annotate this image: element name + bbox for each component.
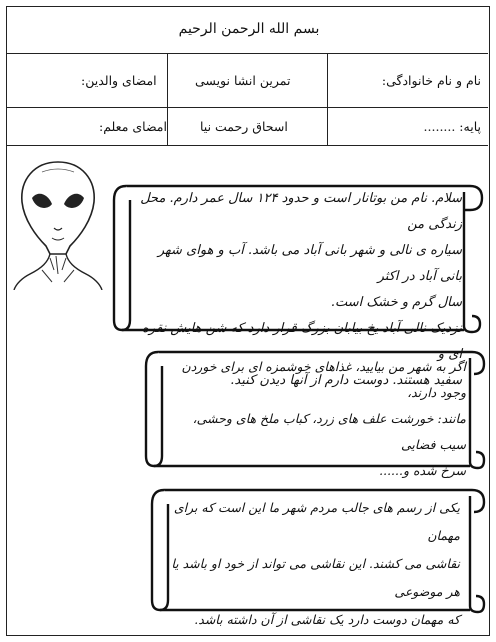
scroll-line: که مهمان دوست دارد یک نقاشی از آن داشته باشد. <box>194 612 460 627</box>
scroll-line: یکی از رسم های جالب مردم شهر ما این است که برای مهمان <box>173 500 460 543</box>
scroll-line: مانند: خورشت علف های زرد، کباب ملخ های وحشی، سیب فضایی <box>192 411 466 452</box>
bismillah: بسم الله الرحمن الرحیم <box>178 21 320 37</box>
scroll-2-text <box>166 354 466 484</box>
header-divider-3 <box>7 145 488 146</box>
scroll-2 <box>140 346 486 478</box>
scroll-line: نقاشی می کشند. این نقاشی می تواند از خود او باشد یا هر موضوعی <box>171 556 460 599</box>
scroll-line: سلام. نام من بوتانار است و حدود ۱۲۴ سال عمر دارم. محل زندگی من <box>140 191 462 232</box>
name-label: نام و نام خانوادگی: <box>381 73 481 88</box>
scroll-line: نزدیک نالی آباد یخ بیابان بزرگ قرار دارد که شن هایش نقره ای و <box>142 321 462 362</box>
header-col-divider-1 <box>167 53 168 145</box>
alien-illustration <box>12 158 104 290</box>
parent-signature-label: امضای والدین: <box>81 73 157 88</box>
exercise-title: تمرین انشا نویسی <box>195 73 291 88</box>
header-divider-1 <box>7 53 488 54</box>
scroll-3-text <box>170 494 460 634</box>
scroll-3 <box>146 484 486 627</box>
header-divider-2 <box>7 107 488 108</box>
teacher-name: اسحاق رحمت نیا <box>200 119 288 134</box>
scroll-line: سال گرم و خشک است. <box>330 295 462 310</box>
header-col-divider-2 <box>327 53 328 145</box>
scroll-line: سفید هستند. دوست دارم از آنها دیدن کنید. <box>230 373 462 388</box>
scroll-line: اگر به شهر من بیایید، غذاهای خوشمزه ای برای خوردن وجود دارند، <box>181 359 466 400</box>
scroll-line: سیاره ی نالی و شهر بانی آباد می باشد. آب و هوای شهر بانی آباد در اکثر <box>157 243 462 284</box>
teacher-signature-label: امضای معلم: <box>99 119 167 134</box>
scroll-line: سرخ شده و...... <box>379 463 466 478</box>
grade-label: پایه: ........ <box>423 119 481 134</box>
